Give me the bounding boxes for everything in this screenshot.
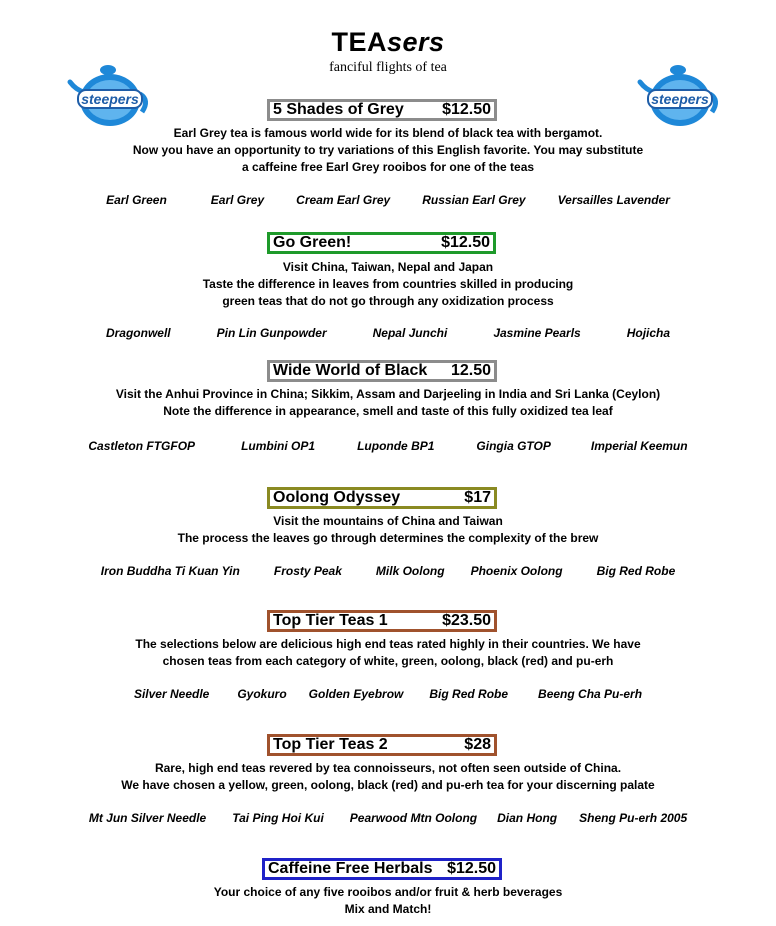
section-header-caffeine-free-herbals	[262, 858, 502, 880]
tea-item: Silver Needle	[133, 687, 210, 701]
tea-item: Imperial Keemun	[590, 439, 688, 453]
tea-item: Pin Lin Gunpowder	[216, 326, 327, 340]
tea-item: Cream Earl Grey	[296, 193, 391, 207]
tea-item: Dian Hong	[497, 811, 558, 825]
description-line: green teas that do not go through any oxidization process	[222, 294, 554, 308]
section-description	[0, 636, 776, 670]
tea-item: Hojicha	[626, 326, 671, 340]
section-description	[0, 513, 776, 547]
tea-item: Milk Oolong	[375, 564, 445, 578]
description-line: Rare, high end teas revered by tea connoisseurs, not often seen outside of China.	[154, 761, 622, 775]
tea-item: Dragonwell	[105, 326, 171, 340]
description-line: Visit China, Taiwan, Nepal and Japan	[282, 260, 494, 274]
tea-item: Phoenix Oolong	[470, 564, 563, 578]
section-price: $28	[464, 736, 491, 753]
tea-item: Earl Green	[106, 193, 167, 207]
section-price: $23.50	[442, 612, 491, 629]
tea-item: Mt Jun Silver Needle	[88, 811, 207, 825]
tea-item: Nepal Junchi	[372, 326, 448, 340]
tea-item: Frosty Peak	[273, 564, 342, 578]
steepers-logo-right	[634, 60, 722, 132]
tea-item: Beeng Cha Pu-erh	[538, 687, 643, 701]
section-price: $17	[464, 489, 491, 506]
section-price: $12.50	[441, 234, 490, 251]
section-description	[0, 386, 776, 420]
tea-item: Castleton FTGFOP	[88, 439, 196, 453]
description-line: Visit the mountains of China and Taiwan	[273, 514, 503, 528]
tea-list	[0, 193, 776, 207]
section-header-go-green	[267, 232, 496, 254]
tea-item: Big Red Robe	[429, 687, 509, 701]
tea-item: Jasmine Pearls	[493, 326, 581, 340]
section-description	[0, 760, 776, 794]
section-name: Top Tier Teas 1	[273, 612, 388, 629]
title-italic: sers	[386, 27, 445, 57]
tea-item: Russian Earl Grey	[422, 193, 526, 207]
section-price: 12.50	[450, 362, 491, 379]
description-line: Taste the difference in leaves from countries skilled in producing	[202, 277, 574, 291]
tea-item: Sheng Pu-erh 2005	[579, 811, 688, 825]
tea-item: Iron Buddha Ti Kuan Yin	[100, 564, 240, 578]
section-header-oolong-odyssey	[267, 487, 497, 509]
description-line: The process the leaves go through determines the complexity of the brew	[177, 531, 599, 545]
menu-title	[0, 22, 776, 62]
tea-item: Gingia GTOP	[476, 439, 551, 453]
tea-list	[0, 564, 776, 578]
section-description	[0, 125, 776, 176]
section-header-5-shades-of-grey	[267, 99, 497, 121]
description-line: chosen teas from each category of white, green, oolong, black (red) and pu-erh	[162, 654, 614, 668]
section-header-wide-world-of-black	[267, 360, 497, 382]
tea-list	[0, 687, 776, 701]
description-line: The selections below are delicious high end teas rated highly in their countries. We have	[135, 637, 641, 651]
section-header-top-tier-teas-1	[267, 610, 497, 632]
tea-item: Pearwood Mtn Oolong	[349, 811, 478, 825]
tea-item: Earl Grey	[210, 193, 265, 207]
section-description	[0, 884, 776, 918]
description-line: Earl Grey tea is famous world wide for its blend of black tea with bergamot.	[173, 126, 603, 140]
section-name: Caffeine Free Herbals	[268, 860, 433, 877]
tea-item: Golden Eyebrow	[308, 687, 404, 701]
tea-item: Lumbini OP1	[241, 439, 316, 453]
description-line: Your choice of any five rooibos and/or fruit & herb beverages	[213, 885, 563, 899]
tea-item: Tai Ping Hoi Kui	[232, 811, 324, 825]
menu-subtitle: fanciful flights of tea	[329, 60, 447, 75]
description-line: Now you have an opportunity to try variations of this English favorite. You may substitute	[132, 143, 644, 157]
svg-text:steepers: steepers	[81, 91, 139, 107]
section-price: $12.50	[447, 860, 496, 877]
svg-text:steepers: steepers	[651, 91, 709, 107]
steepers-logo-left	[64, 60, 152, 132]
section-name: Go Green!	[273, 234, 352, 251]
tea-list	[0, 811, 776, 825]
section-name: Top Tier Teas 2	[273, 736, 388, 753]
tea-item: Luponde BP1	[357, 439, 435, 453]
section-price: $12.50	[442, 101, 491, 118]
description-line: We have chosen a yellow, green, oolong, black (red) and pu-erh tea for your discerning palate	[121, 778, 655, 792]
section-name: Oolong Odyssey	[273, 489, 401, 506]
description-line: Note the difference in appearance, smell and taste of this fully oxidized tea leaf	[163, 404, 613, 418]
description-line: Visit the Anhui Province in China; Sikkim, Assam and Darjeeling in India and Sri Lanka (Ceylon)	[115, 387, 661, 401]
tea-list	[0, 326, 776, 340]
tea-item: Big Red Robe	[596, 564, 676, 578]
tea-item: Versailles Lavender	[557, 193, 670, 207]
title-bold: TEA	[331, 27, 387, 57]
section-name: 5 Shades of Grey	[273, 101, 404, 118]
section-name: Wide World of Black	[273, 362, 428, 379]
tea-list	[0, 439, 776, 453]
description-line: Mix and Match!	[344, 902, 432, 916]
section-header-top-tier-teas-2	[267, 734, 497, 756]
tea-item: Gyokuro	[237, 687, 287, 701]
section-description	[0, 259, 776, 310]
description-line: a caffeine free Earl Grey rooibos for one of the teas	[241, 160, 535, 174]
